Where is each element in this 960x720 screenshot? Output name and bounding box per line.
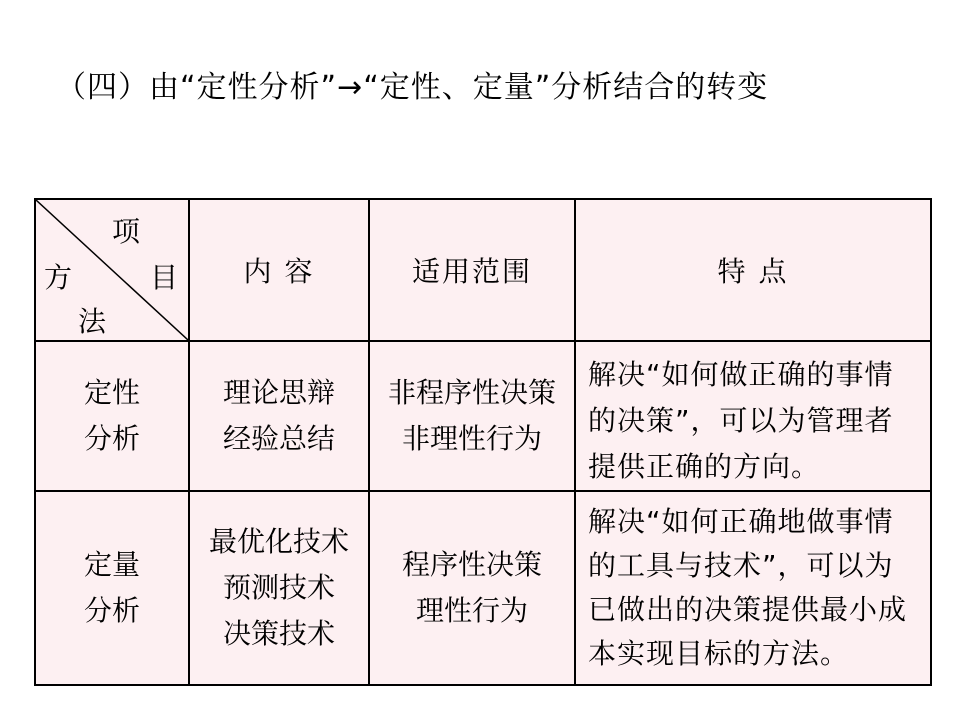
method-line: 定性	[83, 376, 140, 409]
feature-cell: 解决“如何正确地做事情的工具与技术”，可以为已做出的决策提供最小成本实现目标的方法。	[575, 491, 931, 685]
method-cell	[35, 491, 189, 685]
content-line: 经验总结	[222, 422, 335, 455]
table-header-row	[35, 199, 931, 341]
content-cell	[189, 491, 369, 685]
scope-line: 非理性行为	[401, 422, 542, 455]
method-line: 定量	[83, 548, 140, 581]
scope-line: 理性行为	[415, 594, 528, 627]
corner-header-cell	[35, 199, 189, 341]
scope-cell	[369, 491, 575, 685]
table-row	[35, 341, 931, 491]
corner-method-label: 方	[44, 261, 73, 294]
header-feature: 特 点	[575, 199, 931, 341]
comparison-table	[34, 198, 932, 686]
scope-line: 非程序性决策	[387, 376, 556, 409]
method-line: 分析	[83, 594, 140, 627]
corner-method-label-bottom: 法	[78, 305, 107, 338]
scope-cell	[369, 341, 575, 491]
page-title: （四）由“定性分析”→“定性、定量”分析结合的转变	[56, 70, 769, 105]
comparison-table-container	[34, 198, 930, 680]
content-line: 最优化技术	[208, 525, 349, 558]
table-row	[35, 491, 931, 685]
method-line: 分析	[83, 422, 140, 455]
method-cell	[35, 341, 189, 491]
content-line: 理论思辩	[222, 376, 335, 409]
header-scope: 适用范围	[369, 199, 575, 341]
content-cell	[189, 341, 369, 491]
content-line: 决策技术	[222, 617, 335, 650]
scope-line: 程序性决策	[401, 548, 542, 581]
feature-cell: 解决“如何做正确的事情的决策”，可以为管理者提供正确的方向。	[575, 341, 931, 491]
corner-item-label: 项	[111, 215, 140, 248]
content-line: 预测技术	[222, 571, 335, 604]
corner-item-label-right: 目	[149, 261, 178, 294]
header-content: 内 容	[189, 199, 369, 341]
